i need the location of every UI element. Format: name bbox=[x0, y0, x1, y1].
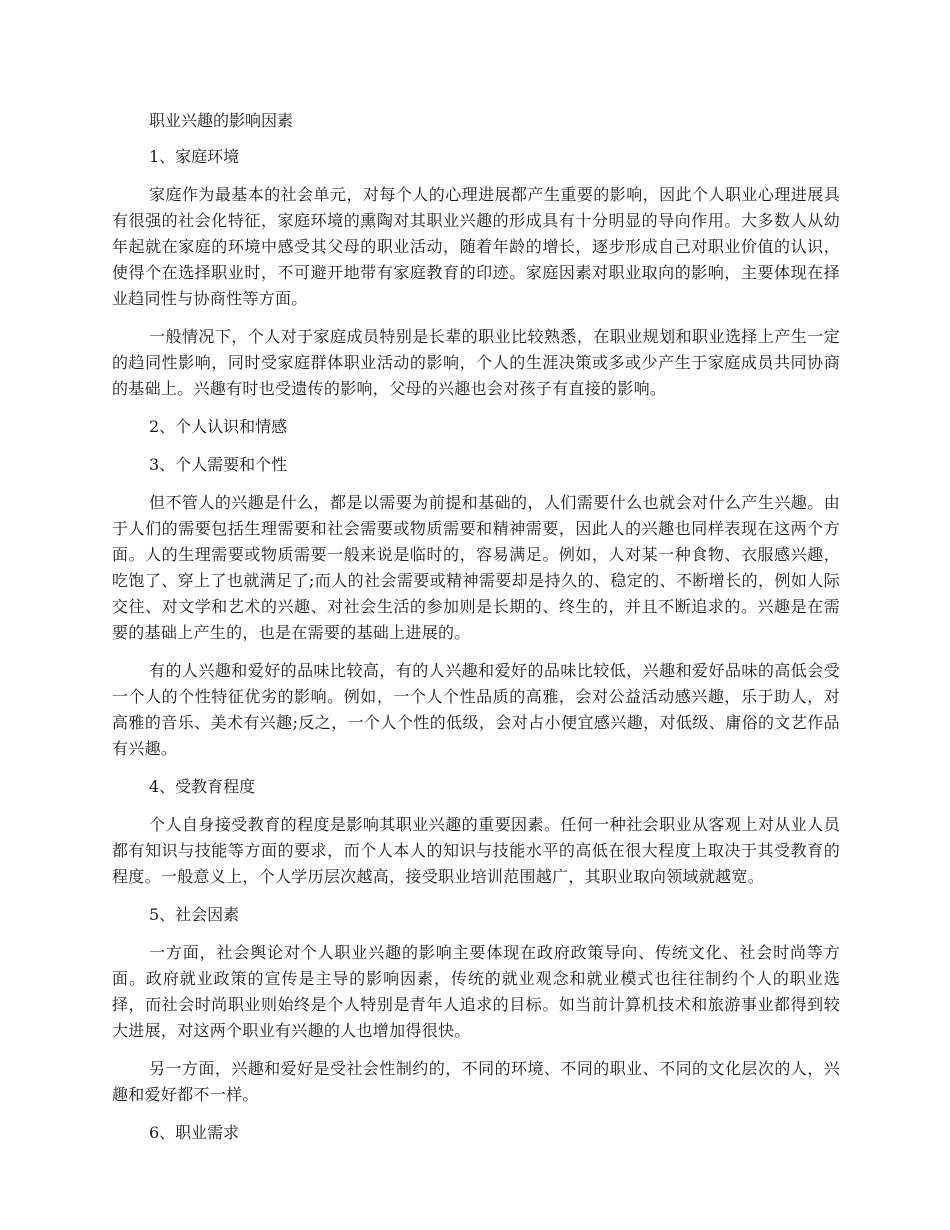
section-heading-social-factors: 5、社会因素 bbox=[149, 905, 240, 924]
section-heading-family-environment: 1、家庭环境 bbox=[149, 147, 240, 166]
paragraph: 另一方面，兴趣和爱好是受社会性制约的，不同的环境、不同的职业、不同的文化层次的人，兴趣和爱好都不一样。 bbox=[112, 1059, 840, 1104]
document-title: 职业兴趣的影响因素 bbox=[149, 111, 294, 130]
paragraph: 个人自身接受教育的程度是影响其职业兴趣的重要因素。任何一种社会职业从客观上对从业人员都有知识与技能等方面的要求，而个人本人的知识与技能水平的高低在很大程度上取决于其受教育的程度。一般意义上，个人学历层次越高，接受职业培训范围越广，其职业取向领域就越宽。 bbox=[112, 815, 840, 886]
section-heading-personal-cognition: 2、个人认识和情感 bbox=[149, 417, 288, 436]
paragraph: 但不管人的兴趣是什么，都是以需要为前提和基础的，人们需要什么也就会对什么产生兴趣。由于人们的需要包括生理需要和社会需要或物质需要和精神需要，因此人的兴趣也同样表现在这两个方面。人的生理需要或物质需要一般来说是临时的，容易满足。例如，人对某一种食物、衣服感兴趣，吃饱了、穿上了也就满足了;而人的社会需要或精神需要却是持久的、稳定的、不断增长的，例如人际交往、对文学和艺术的兴趣、对社会生活的参加则是长期的、终生的，并且不断追求的。兴趣是在需要的基础上产生的，也是在需要的基础上进展的。 bbox=[112, 493, 840, 642]
section-heading-education: 4、受教育程度 bbox=[149, 777, 256, 796]
section-heading-personal-needs: 3、个人需要和个性 bbox=[149, 455, 288, 474]
paragraph: 家庭作为最基本的社会单元，对每个人的心理进展都产生重要的影响，因此个人职业心理进展具有很强的社会化特征，家庭环境的熏陶对其职业兴趣的形成具有十分明显的导向作用。大多数人从幼年起就在家庭的环境中感受其父母的职业活动，随着年龄的增长，逐步形成自己对职业价值的认识，使得个在选择职业时，不可避开地带有家庭教育的印迹。家庭因素对职业取向的影响，主要体现在择业趋同性与协商性等方面。 bbox=[112, 185, 840, 308]
paragraph: 一般情况下，个人对于家庭成员特别是长辈的职业比较熟悉，在职业规划和职业选择上产生一定的趋同性影响，同时受家庭群体职业活动的影响，个人的生涯决策或多或少产生于家庭成员共同协商的基础上。兴趣有时也受遗传的影响，父母的兴趣也会对孩子有直接的影响。 bbox=[112, 327, 840, 398]
paragraph: 有的人兴趣和爱好的品味比较高，有的人兴趣和爱好的品味比较低，兴趣和爱好品味的高低会受一个人的个性特征优劣的影响。例如，一个人个性品质的高雅，会对公益活动感兴趣，乐于助人，对高雅的音乐、美术有兴趣;反之，一个人个性的低级，会对占小便宜感兴趣，对低级、庸俗的文艺作品有兴趣。 bbox=[112, 661, 840, 758]
section-heading-career-demand: 6、职业需求 bbox=[149, 1123, 240, 1142]
document-page bbox=[112, 108, 840, 1158]
paragraph: 一方面，社会舆论对个人职业兴趣的影响主要体现在政府政策导向、传统文化、社会时尚等方面。政府就业政策的宣传是主导的影响因素，传统的就业观念和就业模式也往往制约个人的职业选择，而社会时尚职业则始终是个人特别是青年人追求的目标。如当前计算机技术和旅游事业都得到较大进展，对这两个职业有兴趣的人也增加得很快。 bbox=[112, 943, 840, 1040]
